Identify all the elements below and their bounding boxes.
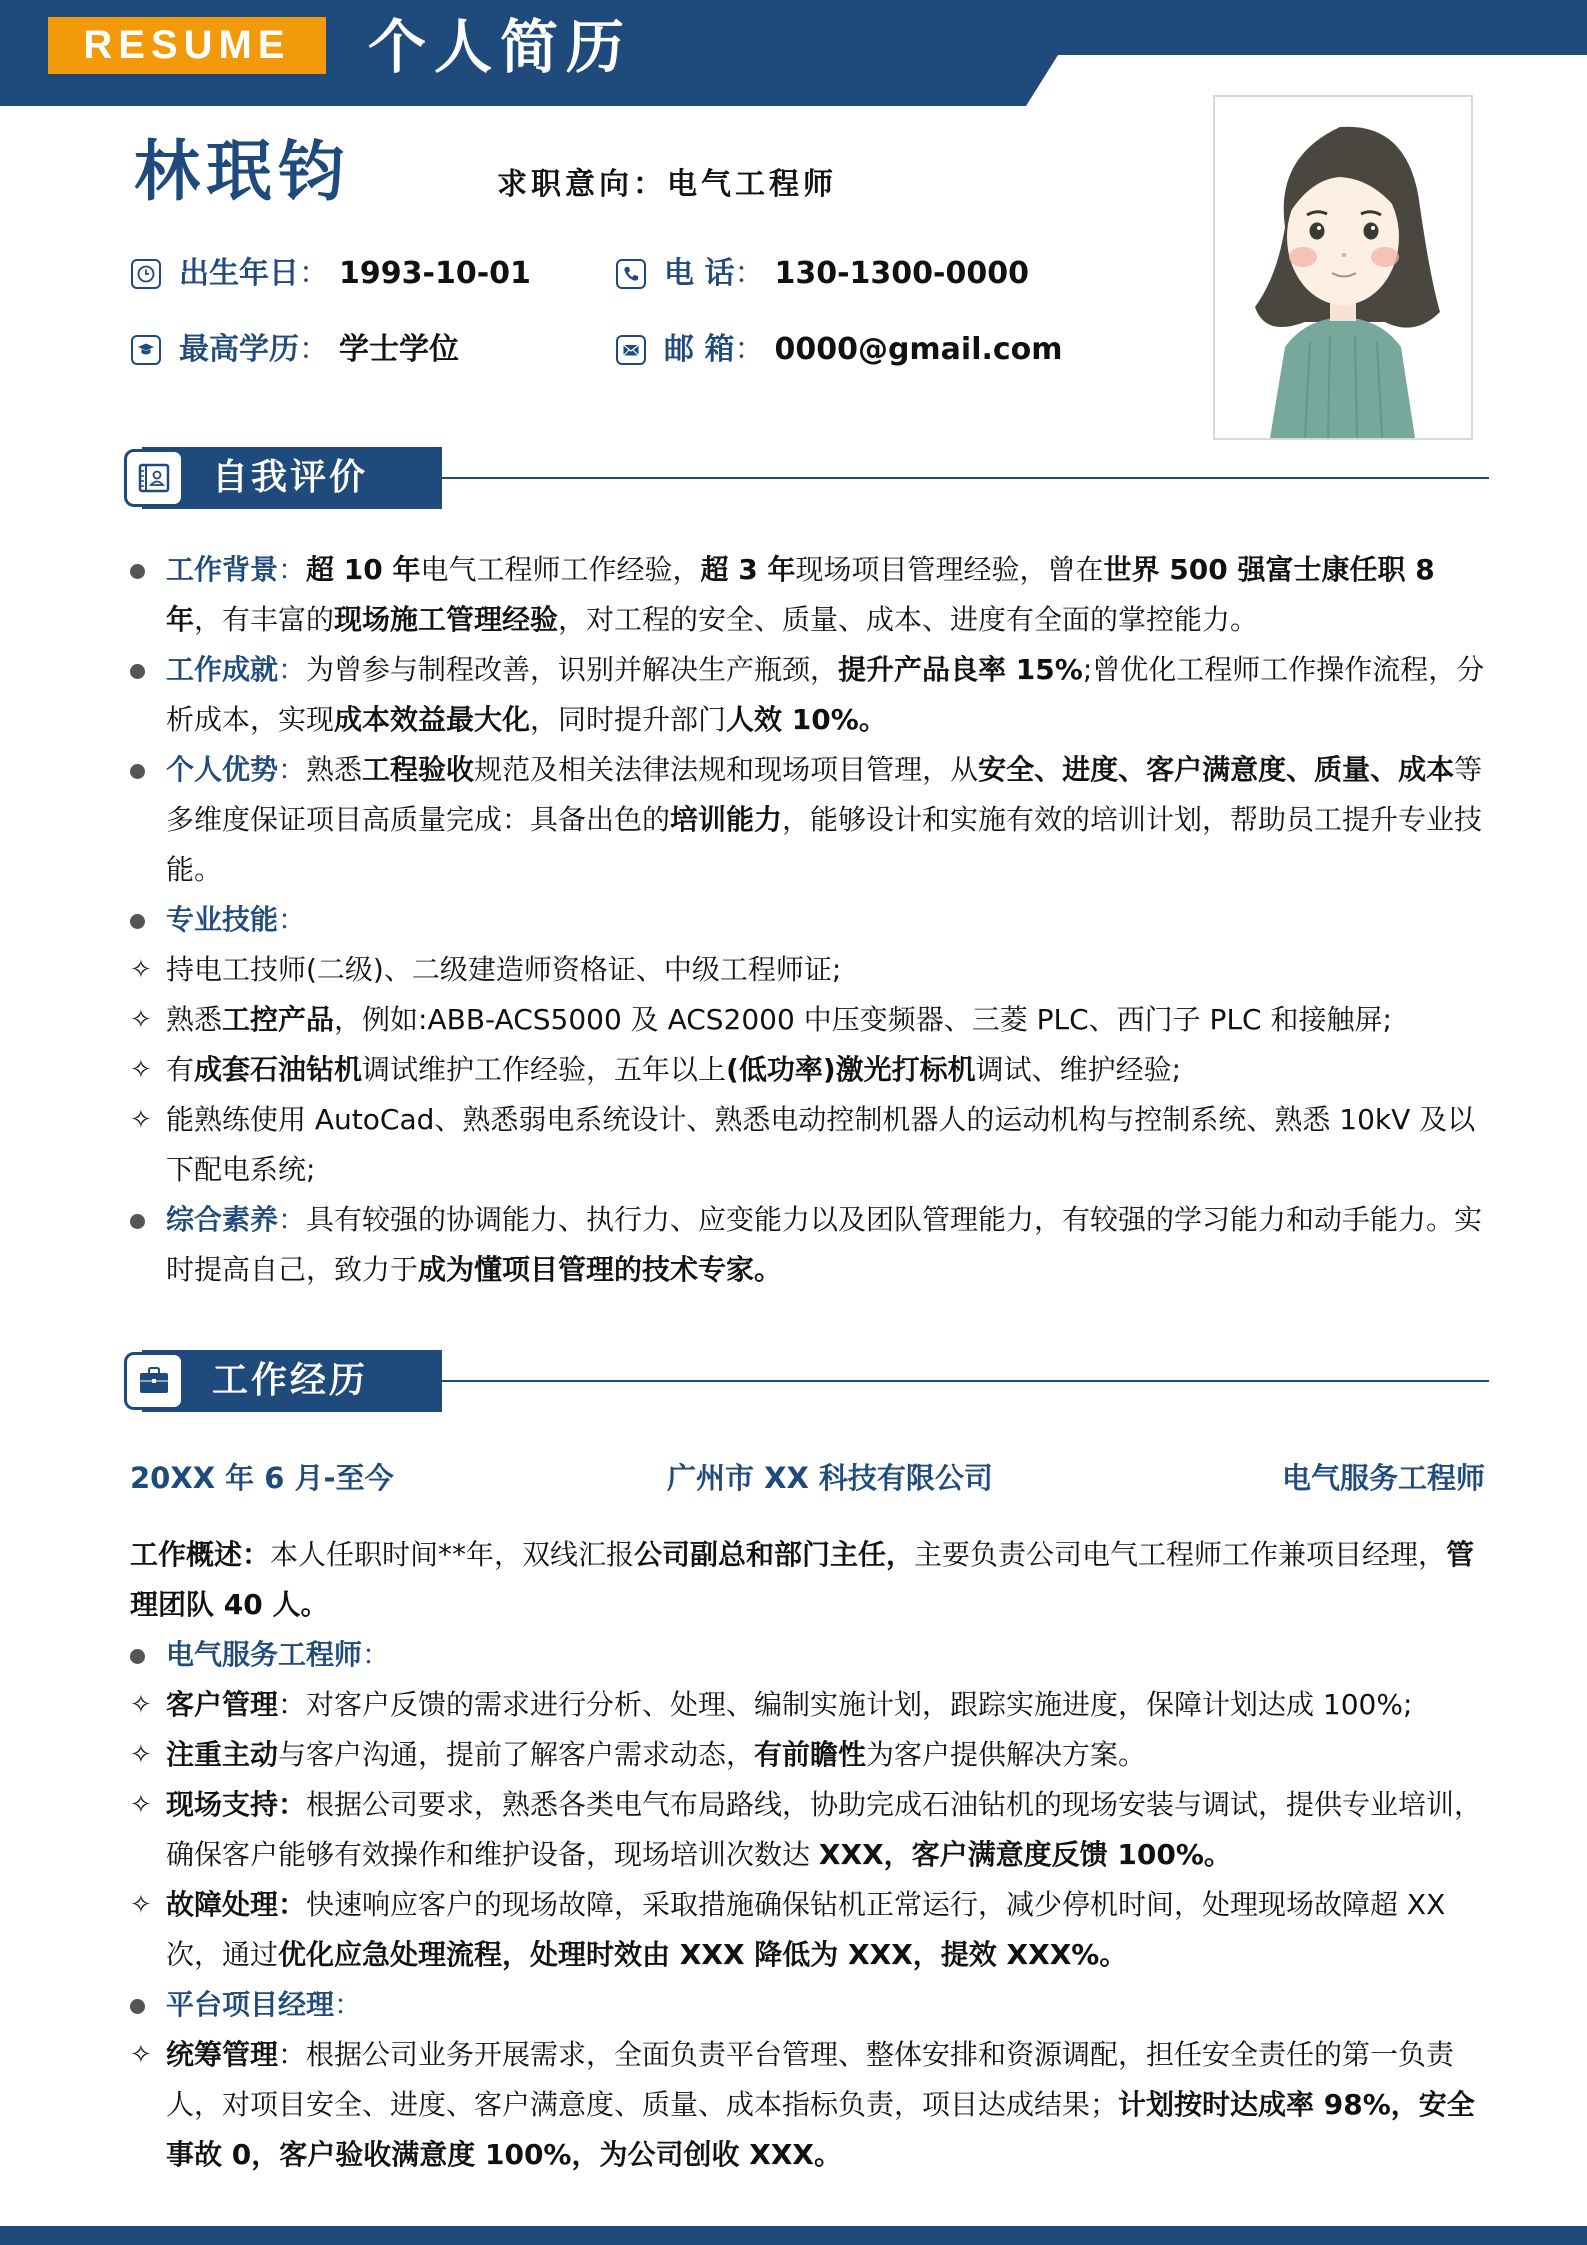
section-header-work-experience [124, 1350, 1489, 1412]
email-value[interactable]: 0000@gmail.com [774, 332, 1063, 367]
list-item-heading [130, 1980, 1485, 2030]
bullet-diamond-icon: ✧ [130, 1105, 152, 1135]
body-text: ，同时提升部门 [530, 703, 727, 736]
phone-value[interactable]: 130-1300-0000 [774, 256, 1029, 291]
bullet-dot-icon [130, 1195, 160, 1245]
job-intent [497, 163, 837, 207]
candidate-name: 林珉钧 [134, 133, 350, 210]
emphasis-text: 统筹管理 [166, 2038, 279, 2071]
list-item-heading [130, 1630, 1485, 1680]
body-text: ：根据公司业务开展需求，全面负责平台管理、整体安排和资源调配，担任安全责任的第一负责人，对项目安全、进度、客户满意度、质量、成本指标负责，项目达成结果； [166, 2038, 1455, 2121]
list-item [130, 1780, 1485, 1880]
body-text: ，有丰富的 [194, 603, 335, 636]
contact-book-icon [124, 449, 184, 507]
footer-band [0, 2226, 1587, 2245]
phone-label: 电 话 [664, 256, 735, 291]
body-text: ：对客户反馈的需求进行分析、处理、编制实施计划，跟踪实施进度，保障计划达成 100%; [278, 1688, 1413, 1721]
emphasis-text: 工作概述： [130, 1538, 271, 1571]
job-company: 广州市 XX 科技有限公司 [667, 1461, 993, 1495]
education-value: 学士学位 [339, 332, 459, 367]
list-item-heading [130, 745, 1485, 895]
envelope-icon [616, 335, 646, 365]
emphasis-text: 安全、进度、客户满意度、质量、成本 [978, 753, 1455, 786]
body-text: ，能够设计和实施有效的培训计划，帮助员工提升专业技能。 [166, 803, 1483, 886]
body-text: 为客户提供解决方案。 [866, 1738, 1147, 1771]
heading-colon: ： [278, 753, 307, 786]
body-text: ，对工程的安全、质量、成本、进度有全面的掌控能力。 [558, 603, 1259, 636]
bullet-dot-icon [130, 745, 160, 795]
emphasis-text: 成套石油钻机 [194, 1053, 363, 1086]
list-item [130, 2030, 1485, 2180]
heading-colon: ： [278, 903, 307, 936]
body-text: 根据公司要求，熟悉各类电气布局路线，协助完成石油钻机的现场安装与调试，提供专业培训，确保客户能够有效操作和维护设备，现场培训次数达 [166, 1788, 1483, 1871]
emphasis-text: 成为懂项目管理的技术专家。 [418, 1253, 783, 1286]
body-text: ，例如:ABB-ACS5000 及 ACS2000 中压变频器、三菱 PLC、西门子 PLC 和接触屏; [334, 1003, 1392, 1036]
emphasis-text: 成本效益最大化 [334, 703, 531, 736]
emphasis-text: 有前瞻性 [754, 1738, 867, 1771]
section-divider [426, 477, 1489, 479]
bullet-dot-icon [130, 895, 160, 945]
heading-colon: ： [278, 1203, 307, 1236]
emphasis-text: 优化应急处理流程，处理时效由 XXX 降低为 XXX，提效 XXX%。 [278, 1938, 1128, 1971]
list-item-heading [130, 895, 1485, 945]
bullet-dot-icon [130, 545, 160, 595]
body-text: 主要负责公司电气工程师工作兼项目经理， [914, 1538, 1447, 1571]
body-text: 调试、维护经验; [975, 1053, 1182, 1086]
job-role: 电气服务工程师 [1281, 1461, 1485, 1495]
item-heading: 平台项目经理 [166, 1988, 335, 2021]
emphasis-text: 世界 500 强富士康任职 8 年 [166, 553, 1435, 636]
resume-tag: RESUME [48, 17, 326, 74]
emphasis-text: 人效 10%。 [726, 703, 887, 736]
section-title: 工作经历 [212, 1360, 369, 1401]
bullet-diamond-icon: ✧ [130, 955, 152, 985]
body-text: 与客户沟通，提前了解客户需求动态， [278, 1738, 755, 1771]
document-title: 个人简历 [368, 13, 633, 81]
briefcase-icon [124, 1352, 184, 1410]
self-evaluation-list [130, 545, 1485, 1295]
body-text: ;曾优化工程师工作操作流程，分析成本，实现 [166, 653, 1485, 736]
emphasis-text: (低功率)激光打标机 [726, 1053, 976, 1086]
list-item [130, 1730, 1485, 1780]
emphasis-text: 管理团队 40 人。 [130, 1538, 1475, 1621]
body-text: 能熟练使用 AutoCad、熟悉弱电系统设计、熟悉电动控制机器人的运动机构与控制系统、熟悉 10kV 及以下配电系统; [166, 1103, 1476, 1186]
emphasis-text: 现场支持： [166, 1788, 307, 1821]
graduation-cap-icon [131, 335, 161, 365]
bullet-diamond-icon: ✧ [130, 1790, 152, 1820]
email-label: 邮 箱 [664, 332, 735, 367]
bullet-diamond-icon: ✧ [130, 2040, 152, 2070]
emphasis-text: 客户管理 [166, 1688, 279, 1721]
job-intent-value: 电气工程师 [667, 167, 837, 202]
bullet-dot-icon [130, 1980, 160, 2030]
bullet-diamond-icon: ✧ [130, 1890, 152, 1920]
section-header-self-evaluation [124, 447, 1489, 509]
list-item [130, 1680, 1485, 1730]
phone-icon [616, 259, 646, 289]
work-experience-list [130, 1530, 1485, 2180]
body-text: 调试维护工作经验，五年以上 [362, 1053, 727, 1086]
list-item-heading [130, 545, 1485, 645]
emphasis-text: 计划按时达成率 98%，安全事故 0，客户验收满意度 100%，为公司创收 XXX。 [166, 2088, 1475, 2171]
emphasis-text: 公司副总和部门主任， [634, 1538, 915, 1571]
bullet-dot-icon [130, 645, 160, 695]
birthdate-value: 1993-10-01 [339, 256, 531, 291]
body-text: 为曾参与制程改善，识别并解决生产瓶颈， [306, 653, 839, 686]
profile-photo [1213, 95, 1473, 440]
emphasis-text: 工控产品 [222, 1003, 335, 1036]
list-item [130, 945, 1485, 995]
body-text: 电气工程师工作经验， [420, 553, 701, 586]
heading-colon: ： [278, 553, 307, 586]
body-text: 等多维度保证项目高质量完成：具备出色的 [166, 753, 1483, 836]
bullet-diamond-icon: ✧ [130, 1005, 152, 1035]
list-item [130, 1095, 1485, 1195]
emphasis-text: 注重主动 [166, 1738, 279, 1771]
body-text: 有 [166, 1053, 195, 1086]
body-text: 规范及相关法律法规和现场项目管理，从 [474, 753, 979, 786]
section-title: 自我评价 [212, 457, 369, 498]
list-item-heading [130, 1195, 1485, 1295]
bullet-diamond-icon: ✧ [130, 1055, 152, 1085]
body-text: 熟悉 [166, 1003, 223, 1036]
emphasis-text: XXX，客户满意度反馈 100%。 [818, 1838, 1232, 1871]
list-item-heading [130, 645, 1485, 745]
emphasis-text: 故障处理： [166, 1888, 307, 1921]
email-field: 邮 箱 ： 0000@gmail.com [616, 330, 1063, 370]
body-text: 本人任职时间**年，双线汇报 [270, 1538, 635, 1571]
list-item [130, 1530, 1485, 1630]
emphasis-text: 提升产品良率 15% [838, 653, 1083, 686]
education-field: 最高学历 ： 学士学位 [131, 330, 459, 370]
item-heading: 综合素养 [166, 1203, 279, 1236]
emphasis-text: 超 10 年 [306, 553, 421, 586]
birthdate-label: 出生年日 [179, 256, 299, 291]
avatar-illustration [1215, 97, 1471, 438]
item-heading: 个人优势 [166, 753, 279, 786]
list-item [130, 995, 1485, 1045]
emphasis-text: 现场施工管理经验 [334, 603, 559, 636]
emphasis-text: 工程验收 [362, 753, 475, 786]
emphasis-text: 培训能力 [670, 803, 783, 836]
emphasis-text: 超 3 年 [700, 553, 796, 586]
item-heading: 专业技能 [166, 903, 279, 936]
job-intent-label: 求职意向： [497, 167, 667, 202]
body-text: 现场项目管理经验，曾在 [795, 553, 1104, 586]
job-header [130, 1453, 1485, 1503]
heading-colon: ： [334, 1988, 363, 2021]
heading-colon: ： [278, 653, 307, 686]
list-item [130, 1045, 1485, 1095]
body-text: 熟悉 [306, 753, 363, 786]
body-text: 持电工技师(二级)、二级建造师资格证、中级工程师证; [166, 953, 842, 986]
bullet-diamond-icon: ✧ [130, 1690, 152, 1720]
item-heading: 工作背景 [166, 553, 279, 586]
body-text: 快速响应客户的现场故障，采取措施确保钻机正常运行，减少停机时间，处理现场故障超 XX 次，通过 [166, 1888, 1446, 1971]
list-item [130, 1880, 1485, 1980]
bullet-dot-icon [130, 1630, 160, 1680]
clock-icon [131, 259, 161, 289]
section-divider [426, 1380, 1489, 1382]
heading-colon: ： [362, 1638, 391, 1671]
education-label: 最高学历 [179, 332, 299, 367]
phone-field: 电 话 ： 130-1300-0000 [616, 254, 1029, 294]
body-text: 具有较强的协调能力、执行力、应变能力以及团队管理能力，有较强的学习能力和动手能力。实时提高自己，致力于 [166, 1203, 1483, 1286]
item-heading: 电气服务工程师 [166, 1638, 363, 1671]
item-heading: 工作成就 [166, 653, 279, 686]
birthdate-field: 出生年日 ： 1993-10-01 [131, 254, 531, 294]
bullet-diamond-icon: ✧ [130, 1740, 152, 1770]
job-date: 20XX 年 6 月-至今 [130, 1461, 394, 1495]
